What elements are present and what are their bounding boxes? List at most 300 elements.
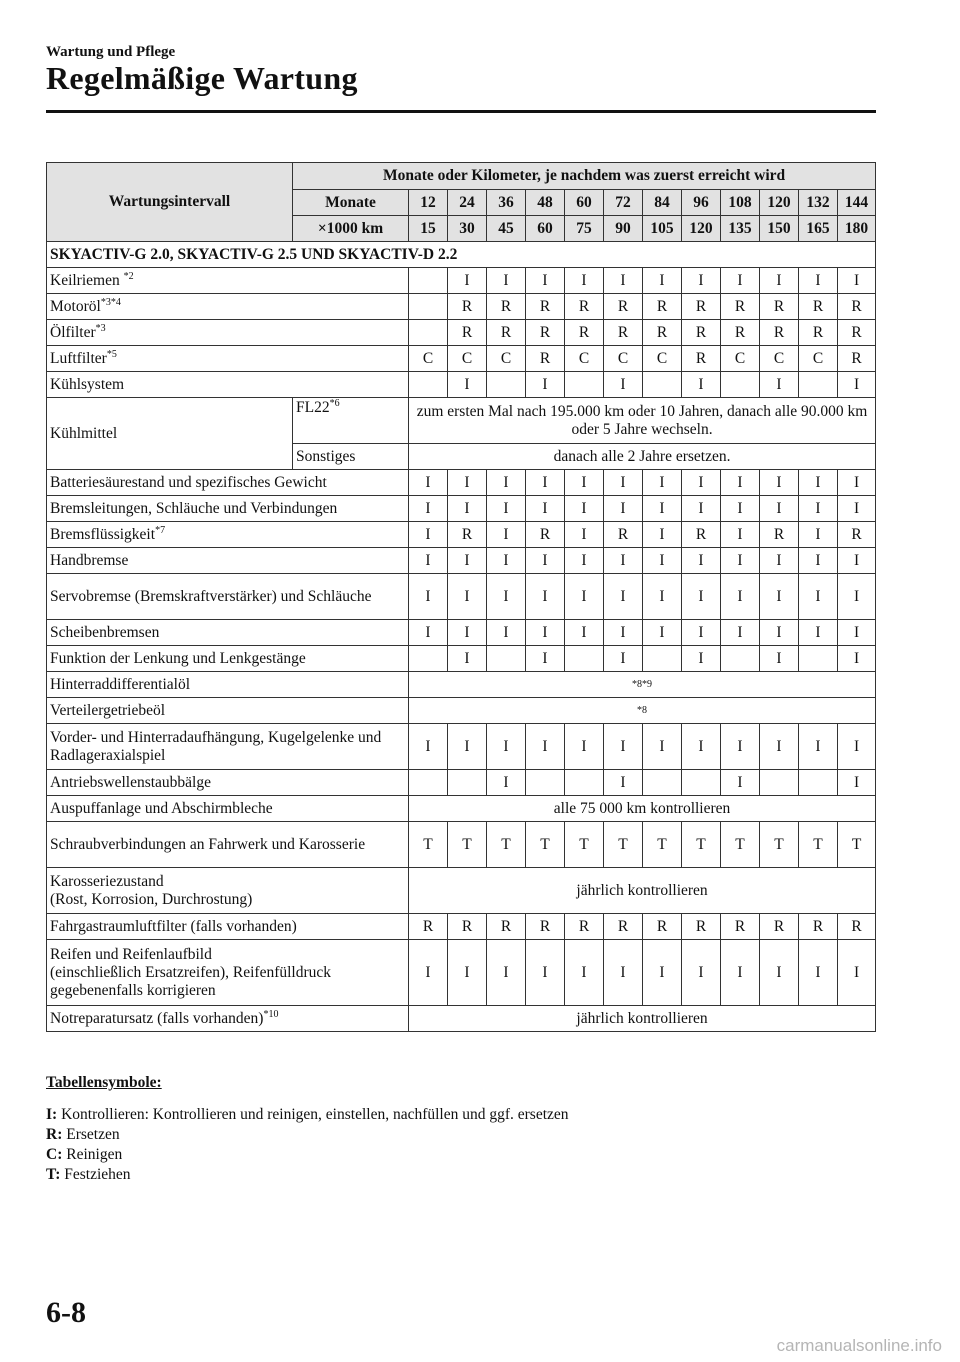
value-cell: I xyxy=(682,548,721,574)
value-cell: I xyxy=(721,522,760,548)
page-number: 6-8 xyxy=(46,1296,86,1329)
table-row xyxy=(47,940,876,1006)
value-cell: I xyxy=(565,496,604,522)
value-cell: I xyxy=(526,574,565,620)
interval-header-cell: 120 xyxy=(760,190,799,216)
interval-header-cell: 48 xyxy=(526,190,565,216)
value-cell: I xyxy=(721,770,760,796)
value-cell: I xyxy=(760,724,799,770)
value-cell: I xyxy=(682,574,721,620)
value-cell: R xyxy=(526,320,565,346)
row-label: Vorder- und Hinterradaufhängung, Kugelgelenke und Radlageraxialspiel xyxy=(47,724,409,770)
coolant-fl22-label: FL22$^{*6}$ xyxy=(293,398,409,444)
interval-header-cell: 45 xyxy=(487,216,526,242)
value-cell: R xyxy=(643,294,682,320)
table-row xyxy=(47,620,876,646)
table-row xyxy=(47,868,876,914)
row-label: Luftfilter$^{*5}$ xyxy=(47,346,409,372)
value-cell: I xyxy=(760,470,799,496)
row-label: Hinterraddifferentialöl xyxy=(47,672,409,698)
value-cell: I xyxy=(604,372,643,398)
value-cell: C xyxy=(487,346,526,372)
group-header: Monate oder Kilometer, je nachdem was zuerst erreicht wird xyxy=(293,163,876,190)
value-cell: I xyxy=(604,770,643,796)
value-cell: I xyxy=(526,470,565,496)
legend-item: I: Kontrollieren: Kontrollieren und reinigen, einstellen, nachfüllen und ggf. ersetzen xyxy=(46,1106,569,1123)
value-cell: I xyxy=(799,574,838,620)
value-cell: R xyxy=(760,522,799,548)
value-cell: I xyxy=(721,268,760,294)
value-cell xyxy=(721,646,760,672)
value-cell: I xyxy=(565,940,604,1006)
table-row xyxy=(47,372,876,398)
row-label: Notreparatursatz (falls vorhanden)$^{*10}$ xyxy=(47,1006,409,1032)
row-label: Batteriesäurestand und spezifisches Gewicht xyxy=(47,470,409,496)
row-label: Antriebswellenstaubbälge xyxy=(47,770,409,796)
value-cell: I xyxy=(487,496,526,522)
table-row xyxy=(47,914,876,940)
value-cell: I xyxy=(604,268,643,294)
value-cell xyxy=(643,372,682,398)
value-cell xyxy=(799,770,838,796)
footnote-marker: *3 xyxy=(95,322,106,334)
value-cell: I xyxy=(409,522,448,548)
value-cell: T xyxy=(526,822,565,868)
value-cell: I xyxy=(721,620,760,646)
value-cell: I xyxy=(487,574,526,620)
value-cell: R xyxy=(487,294,526,320)
value-cell: I xyxy=(760,372,799,398)
row-label: Bremsleitungen, Schläuche und Verbindungen xyxy=(47,496,409,522)
value-cell xyxy=(643,646,682,672)
value-cell: I xyxy=(721,724,760,770)
value-cell: I xyxy=(760,548,799,574)
value-cell: I xyxy=(643,268,682,294)
value-cell: R xyxy=(682,914,721,940)
value-cell: I xyxy=(838,770,876,796)
row-label: Karosseriezustand (Rost, Korrosion, Durchrostung) xyxy=(47,868,409,914)
value-cell: I xyxy=(760,268,799,294)
value-cell: I xyxy=(799,470,838,496)
value-cell: I xyxy=(721,470,760,496)
value-cell: I xyxy=(838,724,876,770)
table-row xyxy=(47,398,876,444)
table-row xyxy=(47,1006,876,1032)
interval-header-cell: 90 xyxy=(604,216,643,242)
value-cell: I xyxy=(604,646,643,672)
value-cell xyxy=(526,770,565,796)
value-cell: T xyxy=(448,822,487,868)
value-cell: I xyxy=(643,496,682,522)
value-cell: I xyxy=(682,620,721,646)
value-cell: R xyxy=(409,914,448,940)
value-cell xyxy=(565,646,604,672)
value-cell: I xyxy=(448,548,487,574)
value-cell: I xyxy=(526,372,565,398)
footnote-marker: *5 xyxy=(106,348,117,360)
value-cell: I xyxy=(487,724,526,770)
value-cell: R xyxy=(721,320,760,346)
value-cell: T xyxy=(682,822,721,868)
table-row xyxy=(47,796,876,822)
row-label: Schraubverbindungen an Fahrwerk und Karosserie xyxy=(47,822,409,868)
table-row xyxy=(47,522,876,548)
value-cell: I xyxy=(643,470,682,496)
value-cell: I xyxy=(604,940,643,1006)
value-cell xyxy=(760,770,799,796)
value-cell: T xyxy=(721,822,760,868)
value-cell: C xyxy=(565,346,604,372)
interval-header-cell: 36 xyxy=(487,190,526,216)
value-cell: R xyxy=(526,294,565,320)
value-cell: I xyxy=(643,522,682,548)
value-cell: I xyxy=(448,620,487,646)
row-label: Scheibenbremsen xyxy=(47,620,409,646)
value-cell: I xyxy=(565,268,604,294)
title-rule xyxy=(46,110,876,113)
value-cell: I xyxy=(838,470,876,496)
value-cell: T xyxy=(409,822,448,868)
watermark: carmanualsonline.info xyxy=(776,1336,942,1355)
table-row xyxy=(47,268,876,294)
legend xyxy=(46,1073,569,1185)
value-cell: I xyxy=(565,574,604,620)
value-cell: I xyxy=(760,646,799,672)
value-cell: R xyxy=(760,320,799,346)
value-cell: R xyxy=(760,914,799,940)
interval-header-cell: 30 xyxy=(448,216,487,242)
value-cell: R xyxy=(838,346,876,372)
value-cell: R xyxy=(448,522,487,548)
footnote-marker: *8 xyxy=(409,698,876,724)
value-cell: R xyxy=(721,914,760,940)
value-cell: I xyxy=(721,574,760,620)
value-cell: I xyxy=(682,496,721,522)
value-cell: I xyxy=(760,574,799,620)
value-cell: I xyxy=(526,940,565,1006)
value-cell: I xyxy=(682,372,721,398)
table-row xyxy=(47,548,876,574)
value-cell: R xyxy=(838,294,876,320)
row-label: Ölfilter$^{*3}$ xyxy=(47,320,409,346)
value-cell: I xyxy=(799,268,838,294)
value-cell: I xyxy=(526,646,565,672)
value-cell: I xyxy=(799,548,838,574)
value-cell: I xyxy=(487,470,526,496)
span-text-cell: alle 75 000 km kontrollieren xyxy=(409,796,876,822)
value-cell: R xyxy=(487,320,526,346)
interval-header-cell: 72 xyxy=(604,190,643,216)
legend-title: Tabellensymbole: xyxy=(46,1074,162,1091)
value-cell: R xyxy=(760,294,799,320)
value-cell: I xyxy=(565,522,604,548)
legend-item: C: Reinigen xyxy=(46,1146,123,1163)
value-cell: I xyxy=(565,470,604,496)
value-cell: R xyxy=(799,914,838,940)
interval-header-cell: 135 xyxy=(721,216,760,242)
coolant-fl22-text: zum ersten Mal nach 195.000 km oder 10 Jahren, danach alle 90.000 km oder 5 Jahre wechseln. xyxy=(409,398,876,444)
footnote-marker: *8*9 xyxy=(409,672,876,698)
row-label: Kühlsystem xyxy=(47,372,409,398)
value-cell: R xyxy=(799,320,838,346)
value-cell: I xyxy=(838,548,876,574)
interval-header-cell: 105 xyxy=(643,216,682,242)
value-cell: I xyxy=(409,724,448,770)
value-cell xyxy=(409,646,448,672)
value-cell: I xyxy=(682,268,721,294)
row-label: Servobremse (Bremskraftverstärker) und Schläuche xyxy=(47,574,409,620)
span-text-cell: jährlich kontrollieren xyxy=(409,868,876,914)
value-cell: I xyxy=(838,496,876,522)
value-cell xyxy=(799,372,838,398)
interval-header-cell: 150 xyxy=(760,216,799,242)
value-cell: I xyxy=(526,496,565,522)
value-cell: I xyxy=(760,940,799,1006)
row-label: Fahrgastraumluftfilter (falls vorhanden) xyxy=(47,914,409,940)
interval-header-cell: 132 xyxy=(799,190,838,216)
value-cell: T xyxy=(760,822,799,868)
value-cell: I xyxy=(448,940,487,1006)
table-row xyxy=(47,470,876,496)
value-cell xyxy=(487,646,526,672)
footnote-marker: *6 xyxy=(329,397,340,409)
value-cell: R xyxy=(604,522,643,548)
interval-header-cell: 60 xyxy=(565,190,604,216)
interval-header-cell: 60 xyxy=(526,216,565,242)
value-cell: I xyxy=(487,522,526,548)
value-cell: R xyxy=(682,320,721,346)
value-cell xyxy=(682,770,721,796)
value-cell: I xyxy=(409,470,448,496)
value-cell: I xyxy=(448,496,487,522)
interval-header-cell: 15 xyxy=(409,216,448,242)
value-cell: I xyxy=(487,770,526,796)
footnote-marker: *7 xyxy=(155,524,166,536)
value-cell: R xyxy=(448,294,487,320)
value-cell: R xyxy=(682,294,721,320)
value-cell xyxy=(487,372,526,398)
footnote-marker: *3*4 xyxy=(100,296,121,308)
months-label: Monate xyxy=(293,190,409,216)
value-cell xyxy=(799,646,838,672)
value-cell: R xyxy=(526,914,565,940)
table-row xyxy=(47,724,876,770)
legend-item: R: Ersetzen xyxy=(46,1126,120,1143)
value-cell: R xyxy=(682,522,721,548)
table-row xyxy=(47,770,876,796)
value-cell xyxy=(643,770,682,796)
value-cell: I xyxy=(604,548,643,574)
value-cell: T xyxy=(838,822,876,868)
value-cell: T xyxy=(487,822,526,868)
value-cell: R xyxy=(604,914,643,940)
table-row xyxy=(47,822,876,868)
value-cell: I xyxy=(409,548,448,574)
value-cell: C xyxy=(604,346,643,372)
value-cell xyxy=(409,372,448,398)
interval-header-cell: 165 xyxy=(799,216,838,242)
table-row xyxy=(47,672,876,698)
value-cell: I xyxy=(760,620,799,646)
value-cell: C xyxy=(799,346,838,372)
value-cell: R xyxy=(838,914,876,940)
value-cell: I xyxy=(721,548,760,574)
value-cell: I xyxy=(643,574,682,620)
row-label: Funktion der Lenkung und Lenkgestänge xyxy=(47,646,409,672)
interval-header: Wartungsintervall xyxy=(47,163,293,242)
value-cell: I xyxy=(721,496,760,522)
row-label: Verteilergetriebeöl xyxy=(47,698,409,724)
value-cell: I xyxy=(682,940,721,1006)
value-cell: C xyxy=(409,346,448,372)
value-cell: T xyxy=(565,822,604,868)
value-cell: I xyxy=(604,620,643,646)
value-cell: I xyxy=(565,548,604,574)
value-cell: I xyxy=(799,940,838,1006)
footnote-marker: *2 xyxy=(123,270,134,282)
value-cell: R xyxy=(799,294,838,320)
engine-section-title: SKYACTIV-G 2.0, SKYACTIV-G 2.5 UND SKYACTIV-D 2.2 xyxy=(47,242,876,268)
value-cell: I xyxy=(682,470,721,496)
value-cell: I xyxy=(682,646,721,672)
value-cell xyxy=(409,770,448,796)
interval-header-cell: 96 xyxy=(682,190,721,216)
value-cell: I xyxy=(526,620,565,646)
value-cell: T xyxy=(604,822,643,868)
value-cell: I xyxy=(760,496,799,522)
value-cell: R xyxy=(682,346,721,372)
table-row xyxy=(47,646,876,672)
coolant-other-label: Sonstiges xyxy=(293,444,409,470)
km-label: ×1000 km xyxy=(293,216,409,242)
value-cell: R xyxy=(448,320,487,346)
value-cell: I xyxy=(838,372,876,398)
value-cell xyxy=(565,372,604,398)
value-cell xyxy=(721,372,760,398)
value-cell: R xyxy=(487,914,526,940)
value-cell: R xyxy=(643,320,682,346)
interval-header-cell: 180 xyxy=(838,216,876,242)
value-cell: I xyxy=(604,724,643,770)
value-cell: I xyxy=(721,940,760,1006)
interval-header-cell: 144 xyxy=(838,190,876,216)
value-cell: R xyxy=(565,294,604,320)
coolant-other-text: danach alle 2 Jahre ersetzen. xyxy=(409,444,876,470)
span-text-cell: jährlich kontrollieren xyxy=(409,1006,876,1032)
value-cell: I xyxy=(409,574,448,620)
row-label: Handbremse xyxy=(47,548,409,574)
row-label: Bremsflüssigkeit$^{*7}$ xyxy=(47,522,409,548)
value-cell: T xyxy=(799,822,838,868)
value-cell: I xyxy=(487,268,526,294)
value-cell: R xyxy=(604,320,643,346)
value-cell: I xyxy=(565,724,604,770)
value-cell: R xyxy=(526,346,565,372)
value-cell xyxy=(565,770,604,796)
table-row xyxy=(47,320,876,346)
value-cell: I xyxy=(526,548,565,574)
value-cell: I xyxy=(448,372,487,398)
table-row xyxy=(47,698,876,724)
page-title: Regelmäßige Wartung xyxy=(46,60,358,96)
maintenance-schedule-table xyxy=(46,162,876,1032)
interval-header-cell: 12 xyxy=(409,190,448,216)
row-label: Motoröl$^{*3*4}$ xyxy=(47,294,409,320)
interval-header-cell: 120 xyxy=(682,216,721,242)
value-cell: I xyxy=(799,522,838,548)
value-cell: I xyxy=(799,496,838,522)
row-label: Kühlmittel xyxy=(47,398,293,470)
value-cell: I xyxy=(838,940,876,1006)
row-label: Reifen und Reifenlaufbild (einschließlich Ersatzreifen), Reifenfülldruck gegebenenfalls korrigieren xyxy=(47,940,409,1006)
value-cell: C xyxy=(760,346,799,372)
value-cell: C xyxy=(643,346,682,372)
value-cell: I xyxy=(604,470,643,496)
value-cell: I xyxy=(448,470,487,496)
footnote-marker: *10 xyxy=(263,1008,279,1020)
value-cell: I xyxy=(643,548,682,574)
value-cell: I xyxy=(409,496,448,522)
value-cell: I xyxy=(838,574,876,620)
value-cell: I xyxy=(526,724,565,770)
value-cell: C xyxy=(721,346,760,372)
value-cell: I xyxy=(448,268,487,294)
value-cell: I xyxy=(448,646,487,672)
value-cell: C xyxy=(448,346,487,372)
value-cell: I xyxy=(448,574,487,620)
value-cell: I xyxy=(799,724,838,770)
interval-header-cell: 75 xyxy=(565,216,604,242)
value-cell: R xyxy=(526,522,565,548)
value-cell: I xyxy=(409,620,448,646)
value-cell: I xyxy=(643,940,682,1006)
value-cell: I xyxy=(565,620,604,646)
value-cell: I xyxy=(682,724,721,770)
value-cell: I xyxy=(487,548,526,574)
value-cell: I xyxy=(604,574,643,620)
value-cell: T xyxy=(643,822,682,868)
row-label: Keilriemen $^{*2}$ xyxy=(47,268,409,294)
interval-header-cell: 24 xyxy=(448,190,487,216)
value-cell: R xyxy=(838,320,876,346)
value-cell: I xyxy=(604,496,643,522)
value-cell: I xyxy=(838,620,876,646)
table-row xyxy=(47,574,876,620)
value-cell: I xyxy=(448,724,487,770)
interval-header-cell: 108 xyxy=(721,190,760,216)
value-cell xyxy=(448,770,487,796)
value-cell: I xyxy=(643,724,682,770)
value-cell: I xyxy=(409,940,448,1006)
value-cell: I xyxy=(838,268,876,294)
value-cell: R xyxy=(643,914,682,940)
table-row xyxy=(47,346,876,372)
table-row xyxy=(47,294,876,320)
value-cell: R xyxy=(721,294,760,320)
value-cell: R xyxy=(565,914,604,940)
value-cell: R xyxy=(448,914,487,940)
table-row xyxy=(47,496,876,522)
value-cell: R xyxy=(565,320,604,346)
value-cell: R xyxy=(604,294,643,320)
value-cell: I xyxy=(643,620,682,646)
value-cell: I xyxy=(799,620,838,646)
value-cell: I xyxy=(526,268,565,294)
value-cell: I xyxy=(487,620,526,646)
section-label: Wartung und Pflege xyxy=(46,44,176,60)
legend-item: T: Festziehen xyxy=(46,1166,131,1183)
row-label: Auspuffanlage und Abschirmbleche xyxy=(47,796,409,822)
